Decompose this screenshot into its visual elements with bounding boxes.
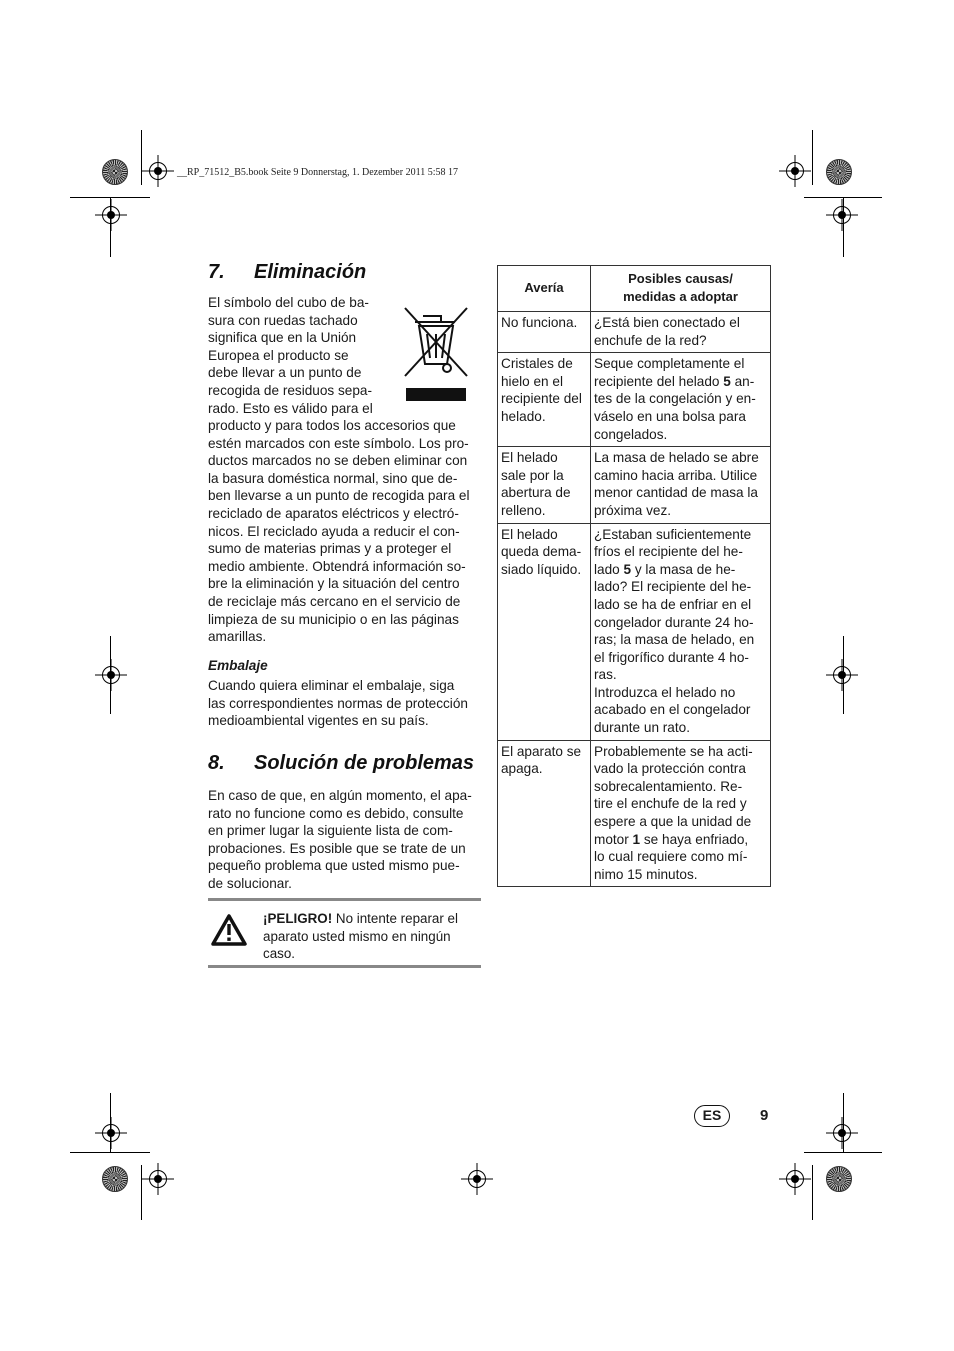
- header-fault: Avería: [498, 266, 591, 312]
- text-line: helado.: [501, 408, 546, 424]
- fault-cell: [498, 740, 591, 887]
- cause-cell: [591, 447, 771, 523]
- danger-label: ¡PELIGRO!: [263, 911, 333, 926]
- text-line: producto y para todos los accesorios que: [208, 418, 456, 433]
- text-line: se haya enfriado,: [640, 831, 749, 847]
- text-line: la basura doméstica normal, sino que de-: [208, 470, 458, 486]
- part-number: 1: [632, 831, 641, 847]
- table-row: [498, 447, 771, 523]
- warning-triangle-icon: [210, 913, 248, 947]
- text-line: siado líquido.: [501, 561, 582, 577]
- cause-cell: [591, 523, 771, 740]
- text-line: En caso de que, en algún momento, el apa-: [208, 788, 472, 803]
- disposal-text-wrap: [208, 294, 398, 417]
- header-causes: [591, 266, 771, 312]
- text-line: rado. Esto es válido para el: [208, 400, 373, 416]
- text-line: relleno.: [501, 502, 546, 518]
- cause-cell: [591, 740, 771, 887]
- part-number: 5: [723, 373, 731, 389]
- text-line: Probablemente se ha acti-: [594, 743, 753, 759]
- text-line: sumo de materias primas y a proteger el: [208, 541, 452, 557]
- text-line: abertura de: [501, 485, 571, 501]
- text-line: probaciones. Es posible que se trate de un: [208, 840, 466, 856]
- fault-cell: [498, 353, 591, 447]
- fault-cell: [498, 312, 591, 353]
- text-line: fríos el recipiente del he-: [594, 544, 743, 560]
- print-file-header: __RP_71512_B5.book Seite 9 Donnerstag, 1. Dezember 2011 5:58 17: [177, 167, 458, 178]
- text-line: durante un rato.: [594, 720, 690, 736]
- text-line: acabado en el congelador: [594, 702, 751, 718]
- text-line: enchufe de la red?: [594, 332, 707, 348]
- text-line: las correspondientes normas de protección: [208, 695, 468, 711]
- text-line: sale por la: [501, 467, 564, 483]
- text-line: Cuando quiera eliminar el embalaje, siga: [208, 678, 455, 693]
- text-line: recipiente del: [501, 391, 582, 407]
- text-line: limpieza de su municipio o en las páginas: [208, 611, 459, 627]
- danger-warning-box: [208, 898, 481, 968]
- text-line: de reciclaje más cercano en el servicio de: [208, 593, 461, 609]
- text-line: Posibles causas/: [628, 271, 733, 287]
- text-line: vado la protección contra: [594, 761, 746, 777]
- section-7-number: 7.: [208, 261, 225, 283]
- section-7-title: Eliminación: [254, 261, 367, 283]
- table-header-row: [498, 266, 771, 312]
- section-8-title: Solución de problemas: [254, 752, 475, 774]
- disposal-text-full: [208, 417, 493, 646]
- text-line: ben llevarse a un punto de recogida para el: [208, 488, 470, 504]
- text-line: motor: [594, 831, 633, 847]
- section-7-heading: [208, 261, 366, 284]
- text-line: menor cantidad de masa la: [594, 485, 758, 501]
- part-number: 5: [623, 561, 632, 577]
- text-line: No funciona.: [501, 315, 578, 330]
- text-line: hielo en el: [501, 373, 563, 389]
- text-line: No intente reparar el: [332, 911, 458, 926]
- text-line: bre la eliminación y la situación del centro: [208, 576, 460, 592]
- text-line: El helado: [501, 450, 558, 466]
- text-line: pequeño problema que usted mismo pue-: [208, 858, 460, 874]
- text-line: espere a que la unidad de: [594, 814, 752, 830]
- section-8-number: 8.: [208, 752, 225, 774]
- text-line: medio ambiente. Obtendrá información so-: [208, 558, 466, 574]
- troubleshooting-table: [497, 265, 771, 887]
- text-line: próxima vez.: [594, 502, 672, 518]
- text-line: sobrecalentamiento. Re-: [594, 778, 743, 794]
- text-line: apaga.: [501, 761, 543, 777]
- text-line: nimo 15 minutos.: [594, 866, 698, 882]
- text-line: el frigorífico durante 4 ho-: [594, 649, 749, 665]
- text-line: queda dema-: [501, 544, 582, 560]
- text-line: lado? El recipiente del he-: [594, 579, 752, 595]
- text-line: lado: [594, 561, 624, 577]
- text-line: caso.: [263, 946, 296, 962]
- text-line: ¿Está bien conectado el: [594, 315, 740, 330]
- danger-warning-text: [263, 910, 481, 963]
- cause-cell: [591, 353, 771, 447]
- packaging-text: [208, 677, 493, 730]
- text-line: ras.: [594, 667, 617, 683]
- text-line: Europea el producto se: [208, 347, 349, 363]
- language-badge: ES: [694, 1105, 730, 1127]
- text-line: Seque completamente el: [594, 356, 745, 372]
- table-row: [498, 353, 771, 447]
- text-line: y la masa de he-: [631, 561, 736, 577]
- text-line: nicos. El reciclado ayuda a reducir el con-: [208, 523, 460, 539]
- text-line: reciclado de aparatos eléctricos y electró-: [208, 505, 459, 521]
- text-line: tire el enchufe de la red y: [594, 796, 747, 812]
- text-line: recipiente del helado: [594, 373, 724, 389]
- text-line: váselo en una bolsa para: [594, 408, 746, 424]
- text-line: Introduzca el helado no: [594, 684, 736, 700]
- text-line: lado se ha de enfriar en el: [594, 596, 752, 612]
- text-line: debe llevar a un punto de: [208, 365, 362, 381]
- text-line: an-: [730, 373, 755, 389]
- text-line: rato no funcione como es debido, consulte: [208, 805, 464, 821]
- crossed-out-wheelie-bin-icon: [401, 304, 471, 404]
- cause-cell: [591, 312, 771, 353]
- text-line: medidas a adoptar: [623, 289, 738, 304]
- text-line: tes de la congelación y en-: [594, 391, 756, 407]
- table-row: [498, 312, 771, 353]
- text-line: congelados.: [594, 426, 668, 442]
- page-number: 9: [760, 1107, 769, 1124]
- text-line: ductos marcados no se deben eliminar con: [208, 453, 468, 469]
- text-line: de solucionar.: [208, 875, 292, 891]
- text-line: camino hacia arriba. Utilice: [594, 467, 758, 483]
- text-line: recogida de residuos sepa-: [208, 382, 372, 398]
- section-8-heading: [208, 752, 474, 775]
- text-line: significa que en la Unión: [208, 330, 357, 346]
- fault-cell: [498, 447, 591, 523]
- troubleshooting-intro: [208, 787, 493, 893]
- text-line: El símbolo del cubo de ba-: [208, 295, 369, 310]
- text-line: aparato usted mismo en ningún: [263, 928, 451, 944]
- text-line: lo cual requiere como mí-: [594, 849, 748, 865]
- text-line: estén marcados con este símbolo. Los pro-: [208, 435, 469, 451]
- table-row: [498, 740, 771, 887]
- text-line: El aparato se: [501, 743, 582, 759]
- packaging-heading: Embalaje: [208, 658, 268, 673]
- text-line: ¿Estaban suficientemente: [594, 526, 752, 542]
- text-line: sura con ruedas tachado: [208, 312, 358, 328]
- text-line: La masa de helado se abre: [594, 450, 759, 466]
- text-line: Cristales de: [501, 356, 573, 372]
- fault-cell: [498, 523, 591, 740]
- text-line: en primer lugar la siguiente lista de com-: [208, 823, 453, 839]
- text-line: medioambiental vigentes en su país.: [208, 713, 429, 729]
- text-line: El helado: [501, 526, 558, 542]
- table-row: [498, 523, 771, 740]
- text-line: congelador durante 24 ho-: [594, 614, 754, 630]
- text-line: amarillas.: [208, 629, 267, 645]
- text-line: ras; la masa de helado, en: [594, 632, 755, 648]
